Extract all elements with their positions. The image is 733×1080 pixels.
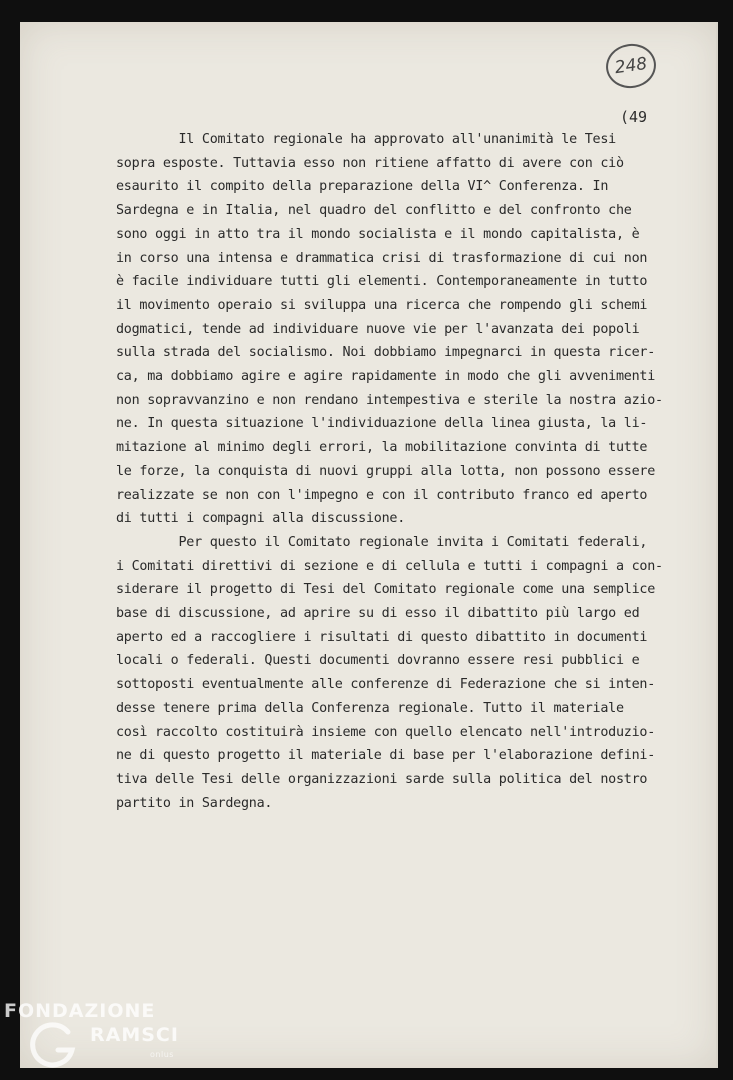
text-line: Sardegna e in Italia, nel quadro del conflitto e del confronto che <box>116 203 632 219</box>
text-line: siderare il progetto di Tesi del Comitato regionale come una semplice <box>116 582 656 598</box>
text-line: ne di questo progetto il materiale di base per l'elaborazione defini- <box>116 748 656 764</box>
text-line: ca, ma dobbiamo agire e agire rapidamente in modo che gli avvenimenti <box>116 369 656 385</box>
document-body <box>116 128 686 815</box>
text-line: sulla strada del socialismo. Noi dobbiamo impegnarci in questa ricer- <box>116 345 656 361</box>
watermark-suffix: onlus <box>150 1050 174 1059</box>
text-line: il movimento operaio si sviluppa una ricerca che rompendo gli schemi <box>116 297 648 313</box>
text-line: Il Comitato regionale ha approvato all'unanimità le Tesi <box>116 132 616 147</box>
text-line: ne. In questa situazione l'individuazione della linea giusta, la li- <box>116 416 648 432</box>
watermark-line-1: FONDAZIONE <box>4 1000 156 1022</box>
sheet-edge <box>716 22 718 1068</box>
text-line: dogmatici, tende ad individuare nuove vie per l'avanzata dei popoli <box>116 321 640 337</box>
watermark-g-logo-icon <box>28 1018 80 1070</box>
text-line: non sopravvanzino e non rendano intempestiva e sterile la nostra azio- <box>116 392 663 408</box>
text-line: di tutti i compagni alla discussione. <box>116 511 406 527</box>
text-line: le forze, la conquista di nuovi gruppi alla lotta, non possono essere <box>116 463 656 479</box>
paragraph-2 <box>116 531 686 815</box>
text-line: aperto ed a raccogliere i risultati di questo dibattito in documenti <box>116 629 648 645</box>
text-line: i Comitati direttivi di sezione e di cellula e tutti i compagni a con- <box>116 558 663 574</box>
page-number: (49 <box>620 108 648 126</box>
text-line: realizzate se non con l'impegno e con il contributo franco ed aperto <box>116 487 648 503</box>
text-line: così raccolto costituirà insieme con quello elencato nell'introduzio- <box>116 724 656 740</box>
text-line: esaurito il compito della preparazione della VI^ Conferenza. In <box>116 179 609 195</box>
text-line: base di discussione, ad aprire su di esso il dibattito più largo ed <box>116 606 640 622</box>
archive-number-stamp: 248 <box>603 41 659 92</box>
watermark-line-2: RAMSCI <box>90 1024 179 1046</box>
text-line: tiva delle Tesi delle organizzazioni sarde sulla politica del nostro <box>116 771 648 787</box>
text-line: partito in Sardegna. <box>116 795 273 811</box>
text-line: desse tenere prima della Conferenza regionale. Tutto il materiale <box>116 700 624 716</box>
text-line: in corso una intensa e drammatica crisi di trasformazione di cui non <box>116 250 648 266</box>
text-line: Per questo il Comitato regionale invita i Comitati federali, <box>116 534 648 550</box>
text-line: è facile individuare tutti gli elementi. Contemporaneamente in tutto <box>116 274 648 290</box>
text-line: locali o federali. Questi documenti dovranno essere resi pubblici e <box>116 653 640 669</box>
text-line: sopra esposte. Tuttavia esso non ritiene affatto di avere con ciò <box>116 155 624 171</box>
fondazione-gramsci-watermark <box>4 996 204 1076</box>
text-line: mitazione al minimo degli errori, la mobilitazione convinta di tutte <box>116 440 648 456</box>
text-line: sottoposti eventualmente alle conferenze di Federazione che si inten- <box>116 677 656 693</box>
paragraph-1 <box>116 128 686 531</box>
text-line: sono oggi in atto tra il mondo socialista e il mondo capitalista, è <box>116 226 640 242</box>
